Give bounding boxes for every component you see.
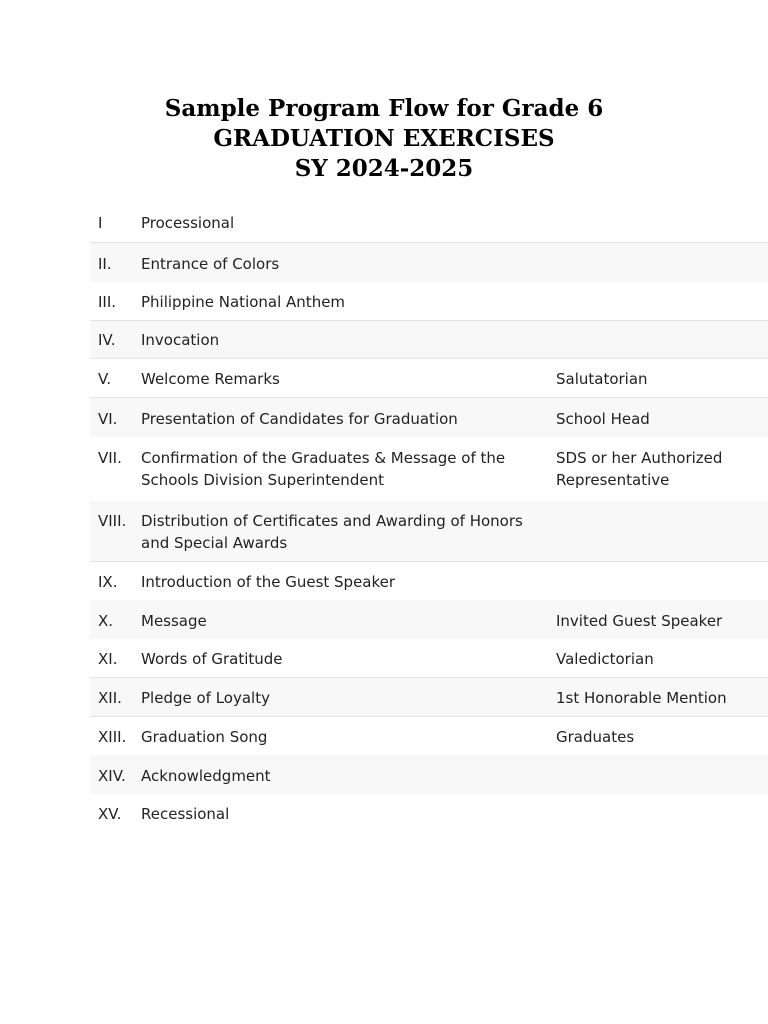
program-row-13 (90, 717, 768, 755)
program-row-9 (90, 562, 768, 600)
program-person: SDS or her Authorized Representative (556, 449, 723, 489)
program-row-14 (90, 755, 768, 794)
program-item: Presentation of Candidates for Graduation (141, 410, 458, 428)
document-title (0, 94, 768, 184)
title-line-2: GRADUATION EXERCISES (213, 125, 555, 152)
program-row-11 (90, 639, 768, 678)
program-item: Pledge of Loyalty (141, 689, 270, 707)
program-item: Words of Gratitude (141, 650, 283, 668)
program-row-6 (90, 398, 768, 437)
program-person: Graduates (556, 728, 635, 746)
program-row-2 (90, 243, 768, 282)
program-number: IV. (98, 331, 116, 349)
program-number: I (98, 214, 103, 232)
program-row-3 (90, 282, 768, 321)
program-row-10 (90, 600, 768, 639)
title-line-1: Sample Program Flow for Grade 6 (164, 95, 604, 122)
program-person: School Head (556, 410, 650, 428)
program-item: Message (141, 612, 207, 630)
program-number: XIII. (98, 728, 127, 746)
program-number: VI. (98, 410, 118, 428)
program-person: Salutatorian (556, 370, 648, 388)
program-item: Acknowledgment (141, 767, 271, 785)
program-row-15 (90, 794, 768, 832)
program-number: IX. (98, 573, 118, 591)
program-number: XII. (98, 689, 122, 707)
program-person: 1st Honorable Mention (556, 689, 727, 707)
program-row-12 (90, 678, 768, 717)
program-row-5 (90, 359, 768, 398)
program-number: VII. (98, 449, 122, 467)
program-item: Welcome Remarks (141, 370, 280, 388)
program-number: X. (98, 612, 114, 630)
program-item: Confirmation of the Graduates & Message of the Schools Division Superintendent (141, 449, 506, 489)
program-row-8 (90, 501, 768, 562)
program-row-7 (90, 437, 768, 501)
program-row-1 (90, 204, 768, 243)
title-line-3: SY 2024-2025 (294, 155, 474, 182)
program-number: III. (98, 293, 117, 311)
program-number: II. (98, 255, 112, 273)
program-item: Distribution of Certificates and Awarding of Honors and Special Awards (141, 512, 523, 552)
program-number: XI. (98, 650, 118, 668)
program-item: Processional (141, 214, 235, 232)
program-number: XIV. (98, 767, 126, 785)
program-item: Introduction of the Guest Speaker (141, 573, 396, 591)
program-item: Graduation Song (141, 728, 268, 746)
program-item: Invocation (141, 331, 220, 349)
program-item: Recessional (141, 805, 230, 823)
program-number: V. (98, 370, 112, 388)
program-person: Valedictorian (556, 650, 654, 668)
program-table (90, 204, 768, 832)
program-number: VIII. (98, 512, 127, 530)
program-item: Philippine National Anthem (141, 293, 346, 311)
program-person: Invited Guest Speaker (556, 612, 723, 630)
program-number: XV. (98, 805, 122, 823)
program-row-4 (90, 321, 768, 359)
program-item: Entrance of Colors (141, 255, 280, 273)
